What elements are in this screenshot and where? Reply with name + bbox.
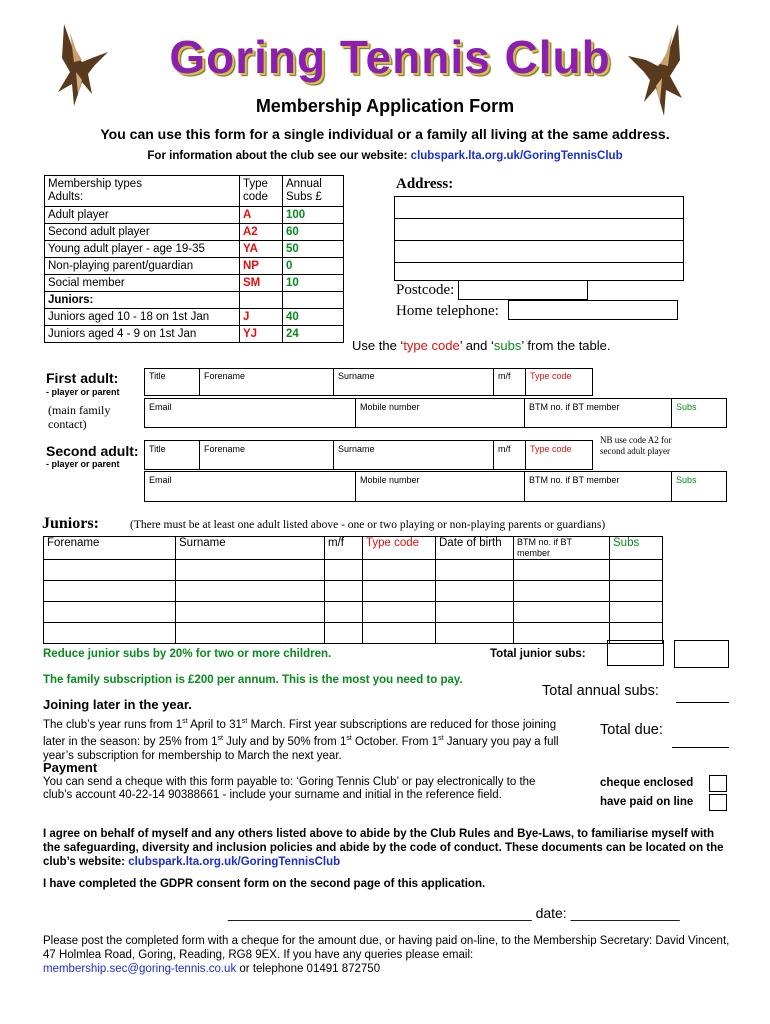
address-line-3-input[interactable] (394, 240, 684, 263)
date-label: date: (535, 905, 567, 921)
juniors-table (43, 536, 663, 644)
first-adult-type-code-input[interactable]: Type code (525, 368, 593, 396)
second-adult-forename-input[interactable]: Forename (199, 440, 334, 470)
total-junior-subs-label: Total junior subs: (490, 648, 586, 660)
table-row: Social member SM 10 (45, 275, 344, 292)
second-adult-mf-input[interactable]: m/f (493, 440, 526, 470)
junior-col-dob: Date of birth (436, 537, 514, 560)
second-adult-surname-input[interactable]: Surname (333, 440, 494, 470)
table-header-subs: Annual Subs £ (283, 176, 344, 207)
junior-col-surname: Surname (176, 537, 325, 560)
total-annual-subs-label: Total annual subs: (542, 683, 659, 699)
total-due-label: Total due: (600, 722, 663, 738)
first-adult-title-input[interactable]: Title (144, 368, 200, 396)
second-adult-type-code-input[interactable]: Type code (525, 440, 593, 470)
table-row: Adult player A 100 (45, 207, 344, 224)
first-adult-heading: First adult: (46, 370, 119, 386)
first-adult-surname-input[interactable]: Surname (333, 368, 494, 396)
first-adult-btm-input[interactable]: BTM no. if BT member (524, 398, 672, 428)
junior-col-btm: BTM no. if BT member (514, 537, 610, 560)
cheque-enclosed-label: cheque enclosed (600, 777, 694, 789)
telephone-input[interactable] (508, 300, 678, 320)
joining-text: The club’s year runs from 1st April to 31st March. First year subscriptions are reduced for those joining later in the season: by 25% from 1st July and by 50% from 1st October. From 1st January you pay a full year’s subscription for membership to March the next year. (43, 718, 559, 762)
website-prefix: For information about the club see our website: (147, 150, 408, 162)
junior-col-type-code: Type code (363, 537, 436, 560)
membership-email-link[interactable]: membership.sec@goring-tennis.co.uk (43, 963, 237, 975)
postcode-label: Postcode: (396, 282, 455, 298)
table-row: Juniors aged 10 - 18 on 1st Jan J 40 (45, 309, 344, 326)
form-title: Membership Application Form (255, 96, 515, 116)
second-adult-mobile-input[interactable]: Mobile number (355, 471, 525, 502)
table-row[interactable] (44, 560, 663, 581)
address-line-2-input[interactable] (394, 218, 684, 241)
paid-online-checkbox[interactable] (709, 794, 727, 811)
signature-line[interactable]: _______________________________________ date: ______________ (228, 905, 680, 921)
telephone-label: Home telephone: (396, 303, 499, 319)
footer-text: Please post the completed form with a cheque for the amount due, or having paid on-line, to the Membership Secretary: David Vincent, 47 Holmlea Road, Goring, Reading, RG8 9EX. If you have any queries please email: membership.sec@goring-tennis.co.uk or telephone 01491 872750 (43, 935, 730, 975)
first-adult-mobile-input[interactable]: Mobile number (355, 398, 525, 428)
first-adult-email-input[interactable]: Email (144, 398, 356, 428)
total-annual-subs-line[interactable] (676, 702, 729, 703)
club-title: Goring Tennis Club (169, 31, 611, 83)
second-adult-subs-input[interactable]: Subs (671, 471, 727, 502)
juniors-heading: Juniors: (42, 515, 99, 532)
agreement-website-link[interactable]: clubspark.lta.org.uk/GoringTennisClub (128, 856, 341, 868)
website-link[interactable]: clubspark.lta.org.uk/GoringTennisClub (410, 150, 623, 162)
table-header-types: Membership types Adults: (45, 176, 240, 207)
website-line (40, 150, 730, 162)
total-junior-subs-input[interactable] (607, 640, 664, 666)
table-row: Second adult player A2 60 (45, 224, 344, 241)
use-table-note: Use the ‘type code’ and ‘subs’ from the table. (352, 338, 611, 353)
gdpr-statement: I have completed the GDPR consent form on the second page of this application. (43, 878, 486, 890)
second-adult-btm-input[interactable]: BTM no. if BT member (524, 471, 672, 502)
agreement-text: I agree on behalf of myself and any others listed above to abide by the Club Rules and Bye-Laws, to familiarise myself with the safeguarding, diversity and inclusion policies and abide by the code of conduct. These documents can be located on the club’s website: clubspark.lta.org.uk/GoringTennisClub (43, 828, 724, 868)
junior-col-mf: m/f (325, 537, 363, 560)
cheque-enclosed-checkbox[interactable] (709, 775, 727, 792)
joining-heading: Joining later in the year. (43, 697, 192, 712)
table-row: Juniors aged 4 - 9 on 1st Jan YJ 24 (45, 326, 344, 343)
address-label: Address: (396, 176, 454, 192)
table-row[interactable] (44, 623, 663, 644)
table-row: Juniors: (45, 292, 344, 309)
address-line-1-input[interactable] (394, 196, 684, 219)
payment-heading: Payment (43, 760, 98, 775)
table-header-code: Type code (240, 176, 283, 207)
second-adult-email-input[interactable]: Email (144, 471, 356, 502)
first-adult-forename-input[interactable]: Forename (199, 368, 334, 396)
first-adult-subs-input[interactable]: Subs (671, 398, 727, 428)
junior-col-subs: Subs (610, 537, 663, 560)
postcode-input[interactable] (458, 280, 588, 300)
second-adult-heading: Second adult: (46, 443, 139, 459)
total-due-line[interactable] (672, 747, 729, 748)
table-row: Young adult player - age 19-35 YA 50 (45, 241, 344, 258)
address-line-4-input[interactable] (394, 262, 684, 281)
first-adult-mf-input[interactable]: m/f (493, 368, 526, 396)
junior-col-forename: Forename (44, 537, 176, 560)
table-row[interactable] (44, 602, 663, 623)
paid-online-label: have paid on line (600, 796, 694, 808)
main-contact-note: (main family contact) (48, 403, 111, 431)
table-row[interactable] (44, 581, 663, 602)
table-row: Non-playing parent/guardian NP 0 (45, 258, 344, 275)
second-adult-code-note: NB use code A2 for second adult player (600, 435, 672, 456)
intro-text: You can use this form for a single individual or a family all living at the same address. (100, 126, 670, 142)
family-subscription-note: The family subscription is £200 per annum. This is the most you need to pay. (43, 674, 463, 686)
membership-types-table (44, 175, 344, 343)
second-adult-subheading: - player or parent (46, 459, 120, 469)
payment-text: You can send a cheque with this form payable to: ‘Goring Tennis Club’ or pay electronically to the club’s account 40-22-14 90388661 - include your surname and initial in the reference field. (43, 776, 536, 801)
first-adult-subheading: - player or parent (46, 387, 120, 397)
second-adult-title-input[interactable]: Title (144, 440, 200, 470)
extra-subs-box[interactable] (674, 640, 729, 668)
date-line: ______________ (570, 905, 680, 921)
junior-reduction-note: Reduce junior subs by 20% for two or more children. (43, 648, 332, 660)
juniors-note: (There must be at least one adult listed above - one or two playing or non-playing parents or guardians) (130, 519, 606, 531)
